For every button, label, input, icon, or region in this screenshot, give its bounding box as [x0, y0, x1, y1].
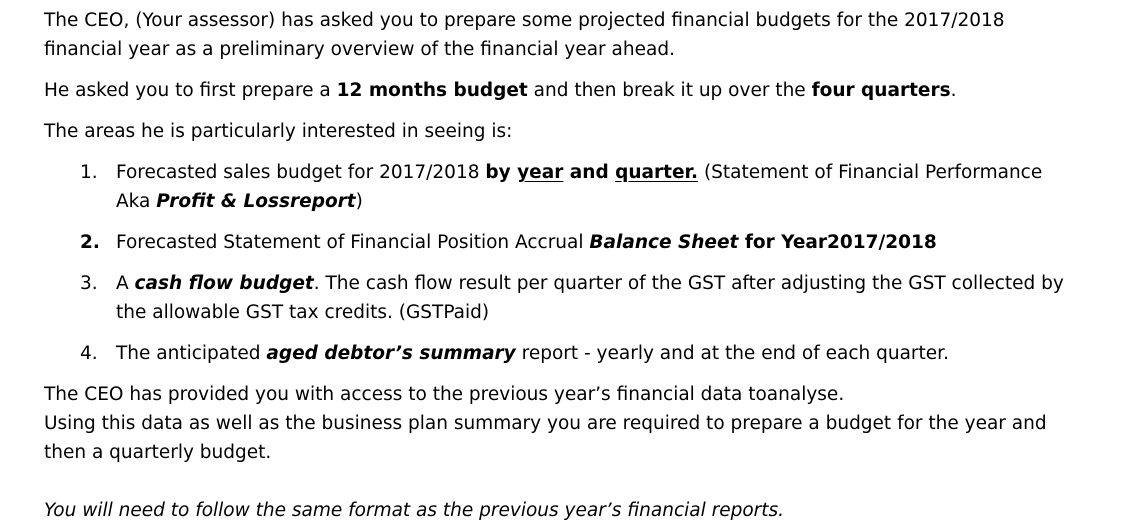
item-text: Forecasted Statement of Financial Position Accrual: [116, 232, 590, 253]
item-bold-italic: Profit & Lossreport: [156, 191, 356, 212]
document-body: [44, 6, 1114, 525]
budget-request-paragraph: [44, 76, 1114, 105]
item-bold: for Year2017/2018: [738, 232, 937, 253]
item-bold: by: [485, 162, 518, 183]
item-text: report - yearly and at the end of each quarter.: [515, 343, 949, 364]
list-item: [44, 228, 1114, 257]
item-bold-italic: Balance Sheet: [589, 232, 739, 253]
closing-paragraph: [44, 380, 1114, 467]
list-number: 4.: [80, 343, 98, 364]
format-note: You will need to follow the same format as the previous year’s financial reports.: [44, 500, 785, 521]
item-text: . The cash flow result per quarter of the GST after adjusting the GST collected by: [313, 273, 1064, 294]
areas-list: [44, 158, 1114, 368]
item-text: (Statement of Financial Performance: [698, 162, 1043, 183]
item-text: ): [355, 191, 363, 212]
list-item: [44, 269, 1114, 327]
list-item: [44, 158, 1114, 216]
item-bold: and: [563, 162, 616, 183]
intro-line-2: financial year as a preliminary overview of the financial year ahead.: [44, 39, 675, 60]
intro-line-1: The CEO, (Your assessor) has asked you to prepare some projected financial budgets for the 2017/2018: [44, 10, 1005, 31]
item-bold-underline-year: year: [517, 162, 564, 183]
item-text: A: [116, 273, 135, 294]
item-text: Forecasted sales budget for 2017/2018: [116, 162, 486, 183]
ask-bold-four-quarters: four quarters: [811, 80, 951, 101]
closing-line-3: then a quarterly budget.: [44, 442, 272, 463]
list-number: 2.: [80, 232, 100, 253]
list-item: [44, 339, 1114, 368]
ask-text-mid: and then break it up over the: [527, 80, 812, 101]
ask-bold-12-months: 12 months budget: [336, 80, 528, 101]
item-text: Aka: [116, 191, 157, 212]
ask-text: He asked you to first prepare a: [44, 80, 337, 101]
item-bold-italic: aged debtor’s summary: [266, 343, 516, 364]
item-text: the allowable GST tax credits. (GSTPaid): [116, 302, 490, 323]
areas-intro: The areas he is particularly interested in seeing is:: [44, 121, 513, 142]
item-text: The anticipated: [116, 343, 267, 364]
closing-line-2: Using this data as well as the business plan summary you are required to prepare a budget for the year and: [44, 413, 1047, 434]
closing-line-1: The CEO has provided you with access to the previous year’s financial data toanalyse.: [44, 384, 845, 405]
list-number: 1.: [80, 162, 98, 183]
item-bold-italic: cash flow budget: [134, 273, 314, 294]
list-number: 3.: [80, 273, 98, 294]
item-bold-underline-quarter: quarter.: [615, 162, 699, 183]
ask-text-end: .: [950, 80, 957, 101]
intro-paragraph: [44, 6, 1114, 64]
